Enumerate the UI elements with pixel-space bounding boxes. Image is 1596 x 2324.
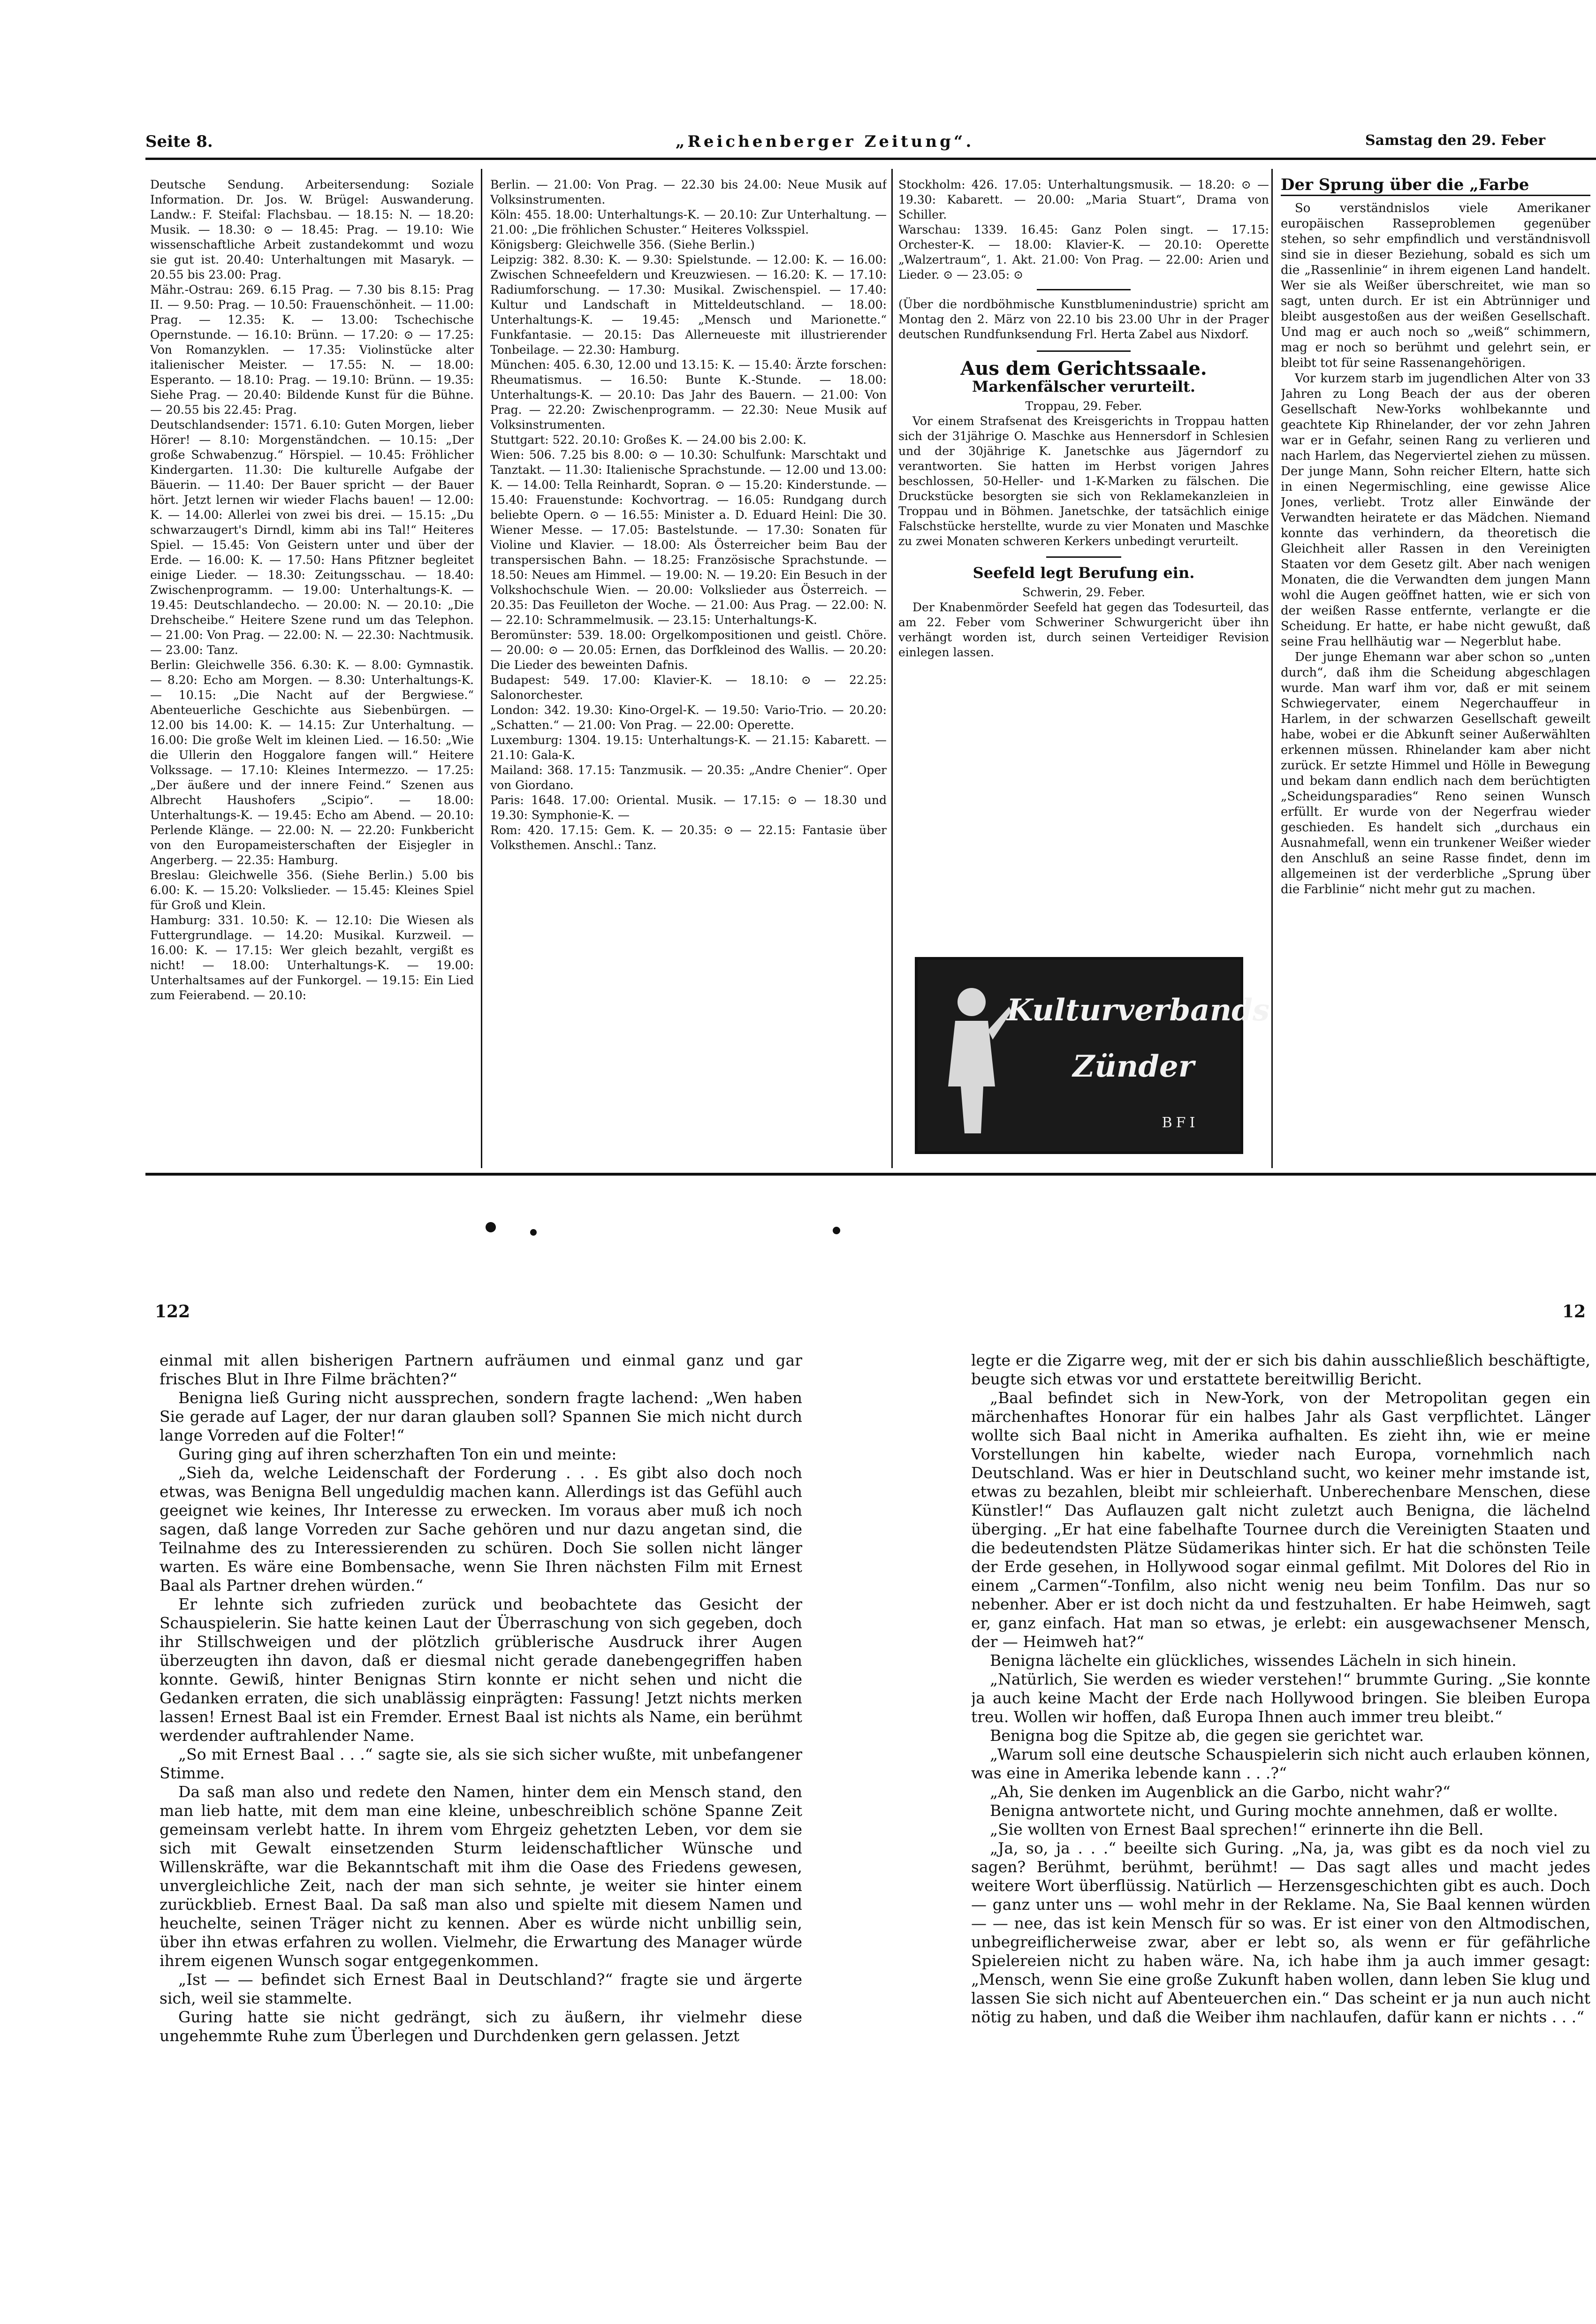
radio-entry: München: 405. 6.30, 12.00 und 13.15: K. — 15.40: Ärzte forschen: Rheumatismus. — 16.50: Bunte K.-Stunde. — 18.00: Unterhaltungs-K. — 20.10: Das Jahr des Bauern. — 21.00: Von Prag. — 22.20: Zwischenprogramm. — 22.30: Neue Musik auf Volksinstrumenten.	[490, 358, 887, 432]
dateline: Schwerin, 29. Feber.	[1022, 585, 1145, 599]
sidebar-paragraph: Vor kurzem starb im jugendlichen Alter von 33 Jahren zu Long Beach der aus der oberen Gesellschaft New-Yorks wohlbekannte und geachtete Kip Rhinelander, der vor zehn Jahren war er in Gefahr, seinen Rang zu verlieren und nach Harlem, das Negerviertel ziehen zu müssen. Der junge Mann, Sohn reicher Eltern, hatte sich in einen Negermischling, eine gewisse Alice Jones, verliebt. Trotz aller Einwände der Verwandten heiratete er das Mädchen. Niemand konnte das verhindern, da theoretisch die Gleichheit aller Rassen in den Vereinigten Staaten vor dem Gesetz gilt. Aber nach wenigen Monaten, die die Verwandten dem jungen Mann wohl die Augen geöffnet hatten, wie er sich von der weißen Rasse entfernte, verlangte er die Scheidung. Er hatte, er habe nicht gewußt, daß seine Frau hellhäutig war — Negerblut habe.	[1281, 372, 1590, 649]
page-label: Seite 8.	[145, 132, 213, 151]
page-number-left: 122	[155, 1302, 190, 1321]
radio-entry: Beromünster: 539. 18.00: Orgelkompositionen und geistl. Chöre. — 20.00: ⊙ — 20.05: Ernen, das Dorfkleinod des Wallis. — 20.20: Die Lieder des beweinten Dafnis.	[490, 628, 887, 672]
radio-entry: Deutschlandsender: 1571. 6.10: Guten Morgen, lieber Hörer! — 8.10: Morgenständchen. — 10.15: „Der große Schwabenzug.“ Hörspiel. — 10.45: Fröhlicher Kindergarten. 11.30: Die kulturelle Aufgabe der Bäuerin. — 11.40: Der Bauer spricht — der Bauer hört. Jetzt lernen wir wieder Flachs bauen! — 12.00: K. — 14.00: Allerlei von zwei bis drei. — 15.15: „Du schwarzaugert's Dirndl, kimm abi ins Tal!“ Heiteres Spiel. — 15.45: Von Geistern unter und über der Erde. — 16.00: K. — 17.50: Hans Pfitzner begleitet einige Lieder. — 18.30: Zeitungsschau. — 18.40: Zwischenprogramm. — 19.00: Unterhaltungs-K. — 19.45: Deutschlandecho. — 20.00: N. — 20.10: „Die Drehscheibe.“ Heitere Szene rund um das Telephon. — 21.00: Von Prag. — 22.00: N. — 22.30: Nachtmusik. — 23.00: Tanz.	[150, 418, 474, 657]
radio-entry: Königsberg: Gleichwelle 356. (Siehe Berlin.)	[490, 238, 755, 251]
radio-entry: Warschau: 1339. 16.45: Ganz Polen singt. — 17.15: Orchester-K. — 18.00: Klavier-K. — 20.10: Operette „Walzertraum“, 1. Akt. 21.00: Von Prag. — 22.00: Arien und Lieder. ⊙ — 23.05: ⊙	[898, 223, 1269, 281]
novel-paragraph: „Natürlich, Sie werden es wieder verstehen!“ brummte Guring. „Sie konnte ja auch keine Macht der Erde nach Hollywood bringen. Sie bleiben Europa treu. Wollen wir hoffen, daß Europa Ihnen auch immer treu bleibt.“	[971, 1670, 1590, 1726]
dateline: Troppau, 29. Feber.	[1025, 399, 1142, 413]
radio-entry: Luxemburg: 1304. 19.15: Unterhaltungs-K. — 21.15: Kabarett. — 21.10: Gala-K.	[490, 733, 887, 762]
novel-paragraph: Guring hatte sie nicht gedrängt, sich zu äußern, ihr vielmehr diese ungehemmte Ruhe zum Überlegen und Durchdenken gern gelassen. Jetzt	[160, 2008, 802, 2045]
novel-paragraph: Benigna ließ Guring nicht aussprechen, sondern fragte lachend: „Wen haben Sie gerade auf Lager, der nur daran glauben soll? Spannen Sie mich nicht durch lange Vorreden auf die Folter!“	[160, 1389, 802, 1444]
serial-novel-left-page	[160, 1351, 802, 2271]
section-rule	[1037, 350, 1131, 352]
newspaper-name: „Reichenberger Zeitung“.	[676, 132, 974, 151]
radio-entry: Deutsche Sendung. Arbeitersendung: Soziale Information. Dr. Jos. W. Brügel: Auswanderung. Landw.: F. Steifal: Flachsbau. — 18.15: N. — 18.20: Musik. — 18.30: ⊙ — 18.45: Prag. — 19.10: Wie wissenschaftliche Arbeit zustandekommt und wozu sie gut ist. 20.40: Unterhaltungen mit Masaryk. — 20.55 bis 23.00: Prag.	[150, 178, 474, 281]
page-bottom-rule	[145, 1173, 1596, 1176]
ad-mark: BFI	[1162, 1115, 1199, 1131]
sidebar-paragraph: Der junge Ehemann war aber schon so „unten durch“, daß ihm die Scheidung abgeschlagen wurde. Man warf ihm vor, daß er mit seinem Schwiegervater, einem Negerchauffeur in Harlem, in der schwarzen Gesellschaft geweilt habe, wobei er die Abkunft seiner Außerwählten erkennen müssen. Rhinelander kam aber nicht zurück. Er setzte Himmel und Hölle in Bewegung und bekam dann endlich nach dem berüchtigten „Scheidungsparadies“ Reno seinen Wunsch erfüllt. Er wurde von der Negerfrau wieder geschieden. Es handelt sich „durchaus ein Ausnahmefall, wenn ein trunkener Weißer wieder den Anschluß an seine Rasse findet, denn im allgemeinen ist der verderbliche „Sprung über die Farblinie“ nicht mehr gut zu machen.	[1281, 650, 1590, 896]
ad-line-1: Kulturverbands	[1007, 993, 1270, 1028]
scan-mark	[530, 1229, 537, 1236]
novel-paragraph: „Ah, Sie denken im Augenblick an die Garbo, nicht wahr?“	[990, 1783, 1451, 1801]
novel-paragraph: „Sieh da, welche Leidenschaft der Forderung . . . Es gibt also doch noch etwas, was Benigna Bell ungeduldig machen kann. Allerdings ist das Gefühl auch geeignet wie keines, Ihr Interesse zu erwecken. Im voraus aber muß ich noch sagen, daß lange Vorreden zur Sache gehören und nur dazu angetan sind, die Teilnahme des zu Interessierenden zu schüren. Doch Sie sollen nicht länger warten. Es wäre eine Bombensache, wenn Sie Ihren nächsten Film mit Ernest Baal als Partner drehen würden.“	[160, 1464, 802, 1595]
sidebar-article-title: Der Sprung über die „Farbe	[1281, 177, 1590, 196]
scan-mark	[833, 1227, 840, 1234]
radio-entry: Mähr.-Ostrau: 269. 6.15 Prag. — 7.30 bis 8.15: Prag II. — 9.50: Prag. — 10.50: Frauenschönheit. — 11.00: Prag. — 12.35: K. — 13.00: Tschechische Opernstunde. — 16.10: Brünn. — 17.20: ⊙ — 17.25: Von Romanzyklen. — 17.35: Violinstücke alter italienischer Meister. — 17.55: N. — 18.00: Esperanto. — 18.10: Prag. — 19.10: Brünn. — 19.35: Siehe Prag. — 20.40: Bildende Kunst für die Bühne. — 20.55 bis 22.45: Prag.	[150, 283, 474, 417]
novel-paragraph: „So mit Ernest Baal . . .“ sagte sie, als sie sich sicher wußte, mit unbefangener Stimme.	[160, 1745, 802, 1782]
radio-entry: Budapest: 549. 17.00: Klavier-K. — 18.10: ⊙ — 22.25: Salonorchester.	[490, 673, 887, 702]
novel-paragraph: „Ist — — befindet sich Ernest Baal in Deutschland?“ fragte sie und ärgerte sich, weil sie stammelte.	[160, 1970, 802, 2007]
section-rule	[1037, 289, 1131, 290]
scan-mark	[486, 1222, 496, 1232]
novel-paragraph: legte er die Zigarre weg, mit der er sich bis dahin ausschließlich beschäftigte, beugte sich etwas vor und erstattete bereitwillig Bericht.	[971, 1351, 1590, 1388]
radio-entry: Stuttgart: 522. 20.10: Großes K. — 24.00 bis 2.00: K.	[490, 433, 806, 447]
novel-paragraph: Benigna lächelte ein glückliches, wissendes Lächeln in sich hinein.	[990, 1651, 1517, 1670]
radio-entry: Mailand: 368. 17.15: Tanzmusik. — 20.35: „Andre Chenier“. Oper von Giordano.	[490, 763, 887, 792]
article-text: Vor einem Strafsenat des Kreisgerichts in Troppau hatten sich der 31jährige O. Maschke aus Hennersdorf in Schlesien und der 30jährige K. Janetschke aus Jägerndorf zu verantworten. Sie hatten im Herbst vorigen Jahres beschlossen, 50-Heller- und 1-K-Marken zu fälschen. Die Druckstücke besorgten sie sich von Reklamekanzleien in Troppau und in Böhmen. Janetschke, der tatsächlich einige Falschstücke herstellte, wurde zu vier Monaten und Maschke zu zwei Monaten schweren Kerkers unbedingt verurteilt.	[898, 414, 1269, 548]
radio-entry: London: 342. 19.30: Kino-Orgel-K. — 19.50: Vario-Trio. — 20.20: „Schatten.“ — 21.00: Von Prag. — 22.00: Operette.	[490, 703, 887, 732]
figure-icon	[932, 979, 1011, 1138]
radio-entry: Berlin: Gleichwelle 356. 6.30: K. — 8.00: Gymnastik. — 8.20: Echo am Morgen. — 8.30: Unterhaltungs-K. — 10.15: „Die Nacht auf der Bergwiese.“ Abenteuerliche Geschichte aus Siebenbürgen. — 12.00 bis 14.00: K. — 14.15: Zur Unterhaltung. — 16.00: Die große Welt im kleinen Lied. — 16.50: „Wie die Ullerin den Hoggalore fangen will.“ Heitere Volkssage. — 17.10: Kleines Intermezzo. — 17.25: „Der äußere und der innere Feind.“ Szenen aus Albrecht Haushofers „Scipio“. — 18.00: Unterhaltungs-K. — 19.45: Echo am Abend. — 20.10: Perlende Klänge. — 22.00: N. — 22.20: Funkbericht von den Europameisterschaften der Eisjegler in Angerberg. — 22.35: Hamburg.	[150, 658, 474, 867]
radio-entry: Breslau: Gleichwelle 356. (Siehe Berlin.) 5.00 bis 6.00: K. — 15.20: Volkslieder. — 15.45: Kleines Spiel für Groß und Klein.	[150, 868, 474, 912]
issue-date: Samstag den 29. Feber	[1365, 132, 1546, 149]
novel-paragraph: Benigna bog die Spitze ab, die gegen sie gerichtet war.	[990, 1726, 1424, 1745]
column-divider	[891, 169, 893, 1168]
sidebar-article	[1281, 177, 1590, 1167]
radio-entry: Berlin. — 21.00: Von Prag. — 22.30 bis 24.00: Neue Musik auf Volksinstrumenten.	[490, 178, 887, 206]
novel-paragraph: Guring ging auf ihren scherzhaften Ton ein und meinte:	[178, 1445, 617, 1463]
novel-paragraph: Da saß man also und redete den Namen, hinter dem ein Mensch stand, den man lieb hatte, mit dem man eine kleine, unbeschreiblich schöne Spanne Zeit gemeinsam verlebt hatte. In ihrem vom Ehrgeiz gehetzten Leben, vor dem sie sich mit Gewalt einsetzenden Sturm leidenschaftlicher Wünsche und Willenskräfte, war die Bekanntschaft mit ihm die Oase des Friedens gewesen, unvergleichliche Zeit, nach der man sich sehnte, je weiter sie hinter einem zurückblieb. Ernest Baal. Da saß man also und spielte mit diesem Namen und heuchelte, seinen Träger nicht zu kennen. Aber es würde nicht unbillig sein, über ihn etwas erfahren zu wollen. Vielmehr, die Erwartung des Manager würde ihrem eigenen Wunsch sogar entgegenkommen.	[160, 1783, 802, 1970]
court-article-headline: Markenfälscher verurteilt.	[972, 378, 1195, 395]
header-rule	[145, 158, 1596, 160]
kulturverband-matches-ad	[915, 957, 1270, 1154]
court-section-title: Aus dem Gerichtssaale.	[960, 357, 1207, 380]
column-divider	[481, 169, 482, 1168]
newspaper-header	[127, 127, 1596, 155]
novel-paragraph: „Warum soll eine deutsche Schauspielerin sich nicht auch erlauben können, was eine in Amerika lebende kann . . .?“	[971, 1745, 1590, 1782]
radio-entry: Köln: 455. 18.00: Unterhaltungs-K. — 20.10: Zur Unterhaltung. — 21.00: „Die fröhlichen Schuster.“ Heiteres Volksspiel.	[490, 208, 887, 236]
novel-paragraph: „Sie wollten von Ernest Baal sprechen!“ erinnerte ihn die Bell.	[990, 1820, 1484, 1838]
novel-paragraph: Benigna antwortete nicht, und Guring mochte annehmen, daß er wollte.	[990, 1801, 1558, 1820]
radio-entry: Stockholm: 426. 17.05: Unterhaltungsmusik. — 18.20: ⊙ — 19.30: Kabarett. — 20.00: „Maria Stuart“, Drama von Schiller.	[898, 178, 1269, 221]
article-text: Der Knabenmörder Seefeld hat gegen das Todesurteil, das am 22. Feber vom Schweriner Schwurgericht über ihn verhängt worden ist, durch seinen Verteidiger Revision einlegen lassen.	[898, 600, 1269, 659]
ad-line-2: Zünder	[1072, 1049, 1194, 1084]
novel-paragraph: „Baal befindet sich in New-York, von der Metropolitan gegen ein märchenhaftes Honorar für ein halbes Jahr als Gast verpflichtet. Länger wollte sich Baal nicht in Amerika aufhalten. Es zieht ihn, wie er meine Vorstellungen hin kabelte, wieder nach Europa, vornehmlich nach Deutschland. Was er hier in Deutschland sucht, wo keiner mehr imstande ist, etwas zu bezahlen, bleibt mir schleierhaft. Unberechenbare Menschen, diese Künstler!“ Das Auflauzen galt nicht zuletzt auch Benigna, die lächelnd überging. „Er hat eine fabelhafte Tournee durch die Vereinigten Staaten und die bedeutendsten Plätze Südamerikas hinter sich. Er hat die schönsten Teile der Erde gesehen, in Hollywood sogar einmal gefilmt. Mit Dolores del Rio in einem „Carmen“-Tonfilm, also nicht wenig neu beim Tonfilm. Das nur so nebenher. Aber er ist doch nicht da und festzuhalten. Er habe Heimweh, sagt er, ganz einfach. Hat man so etwas, je erlebt: ein ausgewachsener Mensch, der — Heimweh hat?“	[971, 1389, 1590, 1651]
novel-paragraph: „Ja, so, ja . . .“ beeilte sich Guring. „Na, ja, was gibt es da noch viel zu sagen? Berühmt, berühmt, berühmt! — Das sagt alles und macht jedes weitere Wort überflüssig. Natürlich — Herzensgeschichten gibt es auch. Doch — ganz unter uns — wohl mehr in der Reklame. Na, Sie Baal kennen würden — — nee, das ist kein Mensch für so was. Er ist einer von den Altmodischen, unbegreiflicherweise zwar, aber er lebt so, als wenn er für gefährliche Spielereien nicht zu haben wäre. Na, ich habe ihm ja auch immer gesagt: „Mensch, wenn Sie eine große Zukunft haben wollen, dann leben Sie klug und lassen Sie sich nicht auf Abenteuerchen ein.“ Das scheint er ja nun auch nicht nötig zu haben, und daß die Weiber ihm nachlaufen, dafür kann er nichts . . .“	[971, 1839, 1590, 2026]
radio-program-column-2	[490, 177, 887, 1167]
section-rule	[1046, 556, 1121, 558]
industry-note: (Über die nordböhmische Kunstblumenindustrie) spricht am Montag den 2. März von 22.10 bis 23.00 Uhr in der Prager deutschen Rundfunksendung Frl. Herta Zabel aus Nixdorf.	[898, 297, 1269, 341]
radio-entry: Rom: 420. 17.15: Gem. K. — 20.35: ⊙ — 22.15: Fantasie über Volksthemen. Anschl.: Tanz.	[490, 823, 887, 852]
novel-paragraph: Er lehnte sich zufrieden zurück und beobachtete das Gesicht der Schauspielerin. Sie hatte keinen Laut der Überraschung von sich gegeben, doch ihr Stillschweigen und der plötzlich grüblerische Ausdruck ihrer Augen überzeugten ihn davon, daß er diesmal nicht gerade danebengegriffen haben konnte. Gewiß, hinter Benignas Stirn konnte er nicht sehen und nicht die Gedanken erraten, die sich unablässig einprägten: Fassung! Jetzt nichts merken lassen! Ernest Baal ist ein Fremder. Ernest Baal ist nichts als Name, ein berühmt werdender auftrahlender Name.	[160, 1595, 802, 1745]
radio-entry: Hamburg: 331. 10.50: K. — 12.10: Die Wiesen als Futtergrundlage. — 14.20: Musikal. Kurzweil. — 16.00: K. — 17.15: Wer gleich bezahlt, vergißt es nicht! — 18.00: Unterhaltungs-K. — 19.00: Unterhaltsames auf der Funkorgel. — 19.15: Ein Lied zum Feierabend. — 20.10:	[150, 913, 474, 1002]
sidebar-paragraph: So verständnislos viele Amerikaner europäischen Rasseproblemen gegenüber stehen, so sehr empfindlich und verständnisvoll sind sie in dieser Beziehung, sobald es sich um die „Rassenlinie“ in ihrem eigenen Land handelt. Wer sie als Weißer überschreitet, wie man so sagt, unten durch. Er ist ein Abtrünniger und bleibt ausgestoßen aus der weißen Gesellschaft. Und mag er auch noch so „weiß“ schimmern, mag er noch so berühmt und gelehrt sein, er bleibt tot für seine Rassenangehörigen.	[1281, 201, 1590, 370]
serial-novel-right-page	[971, 1351, 1590, 2271]
radio-entry: Wien: 506. 7.25 bis 8.00: ⊙ — 10.30: Schulfunk: Marschtakt und Tanztakt. — 11.30: Italienische Sprachstunde. — 12.00 und 13.00: K. — 14.00: Tella Reinhardt, Sopran. ⊙ — 15.20: Kinderstunde. — 15.40: Frauenstunde: Kochvortrag. — 16.05: Rundgang durch beliebte Opern. ⊙ — 16.55: Minister a. D. Eduard Heinl: Die 30. Wiener Messe. — 17.05: Bastelstunde. — 17.30: Sonaten für Violine und Klavier. — 18.00: Als Österreicher beim Bau der transpersischen Bahn. — 18.25: Französische Sprachstunde. — 18.50: Neues am Himmel. — 19.00: N. — 19.20: Ein Besuch in der Volkshochschule Wien. — 20.00: Volkslieder aus Österreich. — 20.35: Das Feuilleton der Woche. — 21.00: Aus Prag. — 22.00: N. — 22.10: Schrammelmusik. — 23.15: Unterhaltungs-K.	[490, 448, 887, 627]
radio-and-court-column	[898, 177, 1269, 937]
radio-program-column-1	[150, 177, 474, 1167]
novel-paragraph: einmal mit allen bisherigen Partnern aufräumen und einmal ganz und gar frisches Blut in Ihre Filme brächten?“	[160, 1351, 802, 1388]
page-number-right: 12	[1562, 1302, 1586, 1321]
radio-entry: Leipzig: 382. 8.30: K. — 9.30: Spielstunde. — 12.00: K. — 16.00: Zwischen Schneefeldern und Kreuzwiesen. — 16.20: K. — 17.10: Radiumforschung. — 17.30: Musikal. Zwischenspiel. — 17.40: Kultur und Landschaft in Mitteldeutschland. — 18.00: Unterhaltungs-K. — 19.45: „Mensch und Marionette.“ Funkfantasie. — 20.15: Das Allerneueste mit illustrierender Tonbeilage. — 22.30: Hamburg.	[490, 253, 887, 357]
court-article-headline: Seefeld legt Berufung ein.	[973, 564, 1195, 582]
column-divider	[1271, 169, 1273, 1168]
radio-entry: Paris: 1648. 17.00: Oriental. Musik. — 17.15: ⊙ — 18.30 und 19.30: Symphonie-K. —	[490, 793, 887, 822]
